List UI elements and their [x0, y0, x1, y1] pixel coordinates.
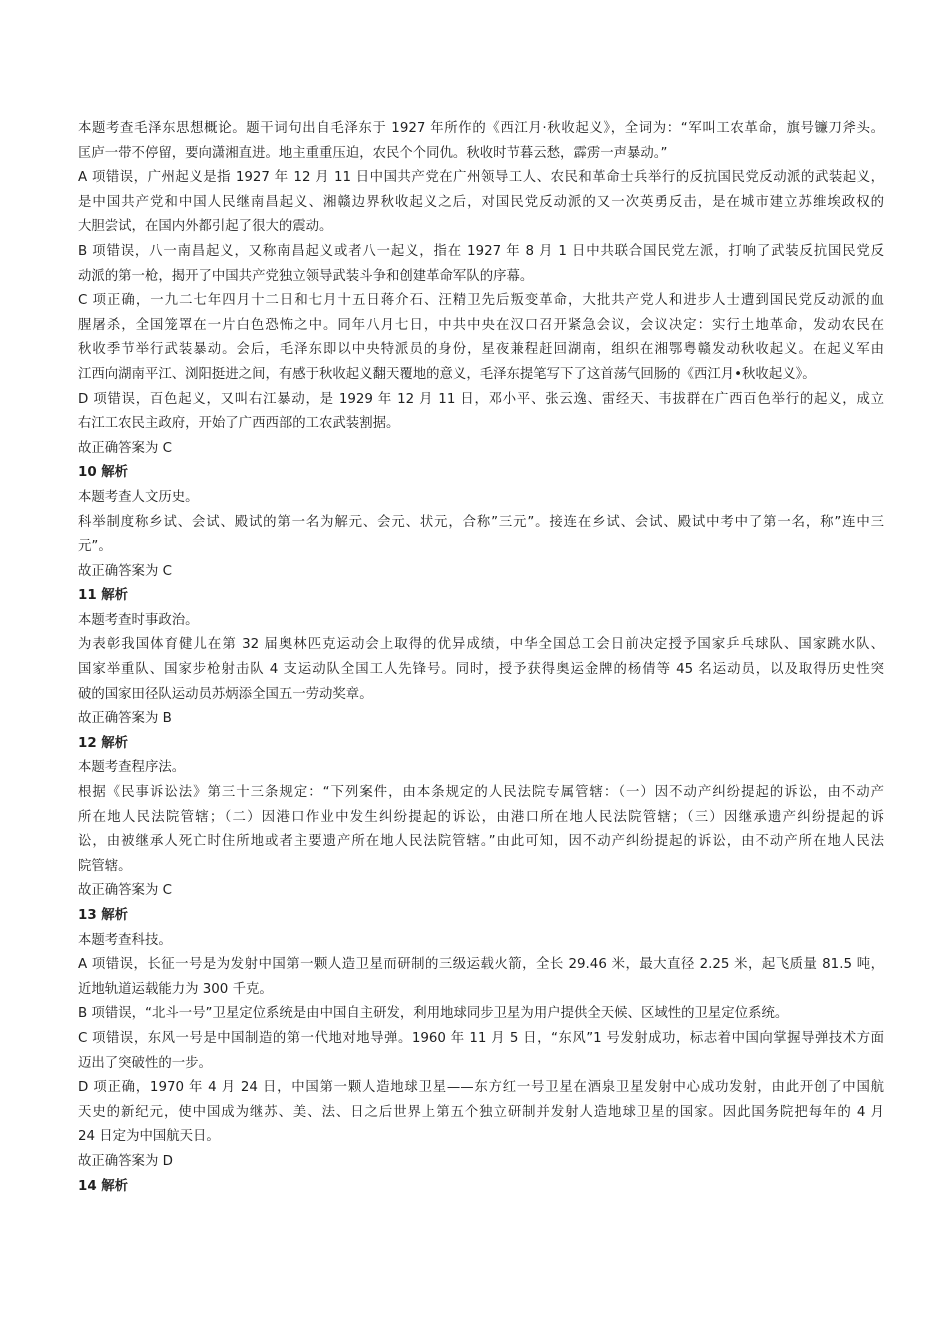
text-line: 大胆尝试，在国内外都引起了很大的震动。	[78, 219, 333, 235]
q13-option-c	[78, 1027, 884, 1076]
text-line: 元”。	[78, 539, 112, 555]
q12-answer: 故正确答案为 C	[78, 883, 172, 899]
q9-intro	[78, 117, 884, 166]
text-line: 天史的新纪元，使中国成为继苏、美、法、日之后世界上第五个独立研制并发射人造地球卫星的国家。因此国务院把每年的 4 月	[78, 1104, 884, 1120]
text-line: A 项错误，长征一号是为发射中国第一颗人造卫星而研制的三级运载火箭，全长 29.46 米，最大直径 2.25 米，起飞质量 81.5 吨，	[78, 957, 884, 973]
q13-topic: 本题考查科技。	[78, 932, 172, 948]
text-line: C 项正确，一九二七年四月十二日和七月十五日蒋介石、汪精卫先后叛变革命，大批共产党人和进步人士遭到国民党反动派的血	[78, 293, 884, 309]
text-line: 院管辖。	[78, 858, 132, 874]
q13-heading: 13 解析	[78, 908, 129, 923]
q10-body	[78, 511, 884, 560]
q9-answer: 故正确答案为 C	[78, 440, 172, 456]
q13-option-a	[78, 953, 884, 1002]
q11-heading: 11 解析	[78, 588, 129, 604]
text-line: 为表彰我国体育健儿在第 32 届奥林匹克运动会上取得的优异成绩，中华全国总工会日前决定授予国家乒乓球队、国家跳水队、	[78, 637, 884, 653]
q11-topic: 本题考查时事政治。	[78, 612, 199, 628]
text-line: D 项错误，百色起义，又叫右江暴动，是 1929 年 12 月 11 日，邓小平、张云逸、雷经天、韦拔群在广西百色举行的起义，成立	[78, 391, 884, 407]
q9-option-a	[78, 166, 884, 240]
text-line: 右江工农民主政府，开始了广西西部的工农武装割据。	[78, 416, 400, 432]
text-line: 近地轨道运载能力为 300 千克。	[78, 981, 273, 997]
text-line: 所在地人民法院管辖；（二）因港口作业中发生纠纷提起的诉讼，由港口所在地人民法院管辖；（三）因继承遗产纠纷提起的诉	[78, 809, 884, 825]
text-line: 本题考查毛泽东思想概论。题干词句出自毛泽东于 1927 年所作的《西江月·秋收起义》，全词为：“军叫工农革命，旗号镰刀斧头。	[78, 121, 884, 136]
text-line: B 项错误，八一南昌起义，又称南昌起义或者八一起义，指在 1927 年 8 月 1 日中共联合国民党左派，打响了武装反抗国民党反	[78, 243, 884, 259]
q11-answer: 故正确答案为 B	[78, 711, 172, 727]
q12-heading: 12 解析	[78, 735, 129, 751]
q9-option-d	[78, 388, 884, 437]
document-page	[78, 117, 884, 1199]
text-line: 24 日定为中国航天日。	[78, 1129, 220, 1145]
text-line: 根据《民事诉讼法》第三十三条规定：“下列案件，由本条规定的人民法院专属管辖：（一）因不动产纠纷提起的诉讼，由不动产	[78, 785, 884, 801]
text-line: 讼，由被继承人死亡时住所地或者主要遗产所在地人民法院管辖。”由此可知，因不动产纠纷提起的诉讼，由不动产所在地人民法	[78, 834, 884, 850]
text-line: 破的国家田径队运动员苏炳添全国五一劳动奖章。	[78, 686, 373, 702]
q10-heading: 10 解析	[78, 465, 129, 481]
text-line: 科举制度称乡试、会试、殿试的第一名为解元、会元、状元，合称”三元”。接连在乡试、会试、殿试中考中了第一名，称”连中三	[78, 514, 884, 530]
text-line: 动派的第一枪，揭开了中国共产党独立领导武装斗争和创建革命军队的序幕。	[78, 268, 534, 284]
q9-option-c	[78, 289, 884, 387]
q13-option-d	[78, 1076, 884, 1150]
text-line: 秋收季节举行武装暴动。会后，毛泽东即以中央特派员的身份，星夜兼程赶回湖南，组织在湘鄂粤赣发动秋收起义。在起义军由	[78, 342, 884, 358]
text-line: 匡庐一带不停留，要向潇湘直进。地主重重压迫，农民个个同仇。秋收时节暮云愁，霹雳一声暴动。”	[78, 145, 668, 161]
text-line: D 项正确，1970 年 4 月 24 日，中国第一颗人造地球卫星——东方红一号卫星在酒泉卫星发射中心成功发射，由此开创了中国航	[78, 1080, 884, 1096]
q12-topic: 本题考查程序法。	[78, 760, 186, 776]
q10-answer: 故正确答案为 C	[78, 563, 172, 579]
q13-answer: 故正确答案为 D	[78, 1153, 173, 1169]
text-line: 是中国共产党和中国人民继南昌起义、湘赣边界秋收起义之后，对国民党反动派的又一次英勇反击，是在城市建立苏维埃政权的	[78, 194, 884, 210]
text-line: 国家举重队、国家步枪射击队 4 支运动队全国工人先锋号。同时，授予获得奥运金牌的杨倩等 45 名运动员，以及取得历史性突	[78, 662, 884, 678]
q10-topic: 本题考查人文历史。	[78, 489, 199, 505]
q14-heading: 14 解析	[78, 1178, 129, 1194]
q11-body	[78, 633, 884, 707]
q12-body	[78, 781, 884, 879]
text-line: 腥屠杀，全国笼罩在一片白色恐怖之中。同年八月七日，中共中央在汉口召开紧急会议，会议决定：实行土地革命，发动农民在	[78, 317, 884, 333]
q9-option-b	[78, 240, 884, 289]
q13-option-b	[78, 1002, 884, 1027]
text-line: C 项错误，东风一号是中国制造的第一代地对地导弹。1960 年 11 月 5 日，“东风”1 号发射成功，标志着中国向掌握导弹技术方面	[78, 1030, 884, 1046]
text-line: 迈出了突破性的一步。	[78, 1055, 212, 1071]
text-line: 江西向湖南平江、浏阳挺进之间，有感于秋收起义翻天覆地的意义，毛泽东提笔写下了这首荡气回肠的《西江月•秋收起义》。	[78, 366, 816, 382]
text-line: B 项错误，“北斗一号”卫星定位系统是由中国自主研发，利用地球同步卫星为用户提供全天候、区域性的卫星定位系统。	[78, 1006, 789, 1022]
text-line: A 项错误，广州起义是指 1927 年 12 月 11 日中国共产党在广州领导工人、农民和革命士兵举行的反抗国民党反动派的武装起义，	[78, 170, 884, 186]
